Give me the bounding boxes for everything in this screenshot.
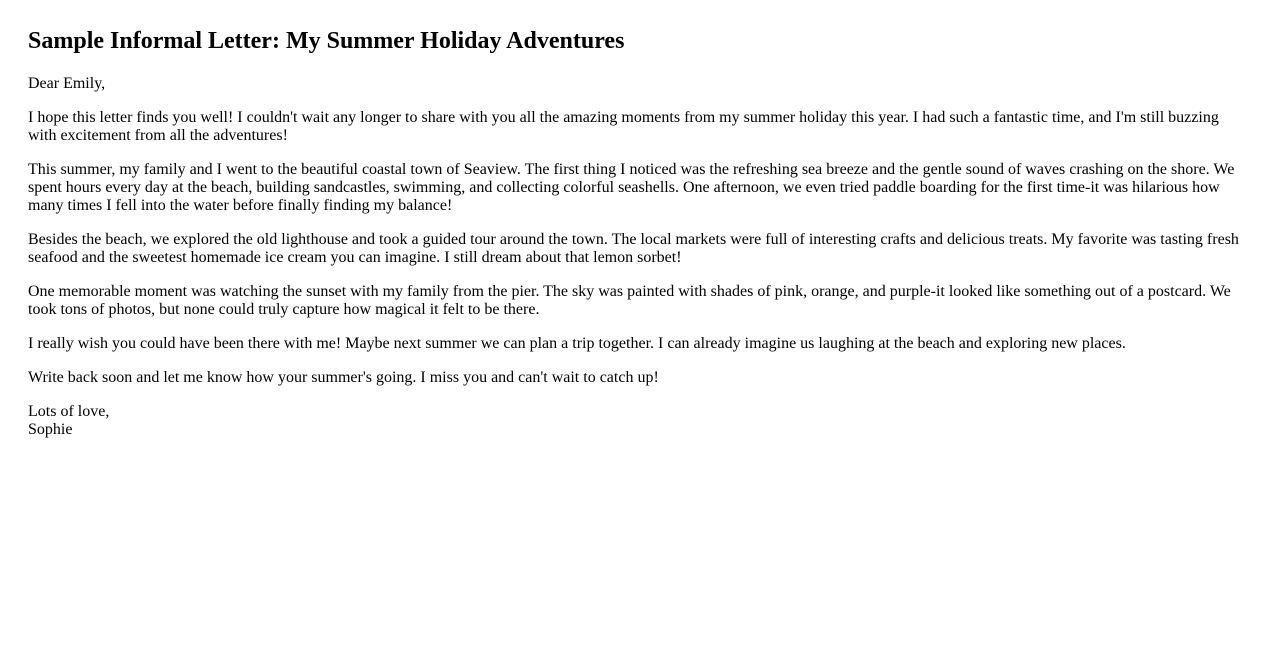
letter-paragraph-4: One memorable moment was watching the sunset with my family from the pier. The sky was painted with shades of pink, orange, and purple-it looked like something out of a postcard. We took tons of photos, but none could truly capture how magical it felt to be there. xyxy=(28,283,1231,318)
letter-paragraph-1: I hope this letter finds you well! I couldn't wait any longer to share with you all the amazing moments from my summer holiday this year. I had such a fantastic time, and I'm still buzzing with excitement from all the adventures! xyxy=(28,109,1219,144)
page-title: Sample Informal Letter: My Summer Holiday Adventures xyxy=(28,28,625,54)
letter-paragraph-5: I really wish you could have been there with me! Maybe next summer we can plan a trip together. I can already imagine us laughing at the beach and exploring new places. xyxy=(28,335,1126,352)
letter-paragraph-6: Write back soon and let me know how your summer's going. I miss you and can't wait to catch up! xyxy=(28,369,659,386)
letter-paragraph-3: Besides the beach, we explored the old lighthouse and took a guided tour around the town. The local markets were full of interesting crafts and delicious treats. My favorite was tasting fresh seafood and the sweetest homemade ice cream you can imagine. I still dream about that lemon sorbet! xyxy=(28,231,1239,266)
letter-greeting: Dear Emily, xyxy=(28,75,106,92)
letter-sign-off: Lots of love, xyxy=(28,403,110,420)
letter-paragraph-2: This summer, my family and I went to the beautiful coastal town of Seaview. The first thing I noticed was the refreshing sea breeze and the gentle sound of waves crashing on the shore. We spent hours every day at the beach, building sandcastles, swimming, and collecting colorful seashells. One afternoon, we even tried paddle boarding for the first time-it was hilarious how many times I fell into the water before finally finding my balance! xyxy=(28,161,1235,214)
letter-signature: Sophie xyxy=(28,421,73,438)
letter-closing xyxy=(28,403,1250,439)
